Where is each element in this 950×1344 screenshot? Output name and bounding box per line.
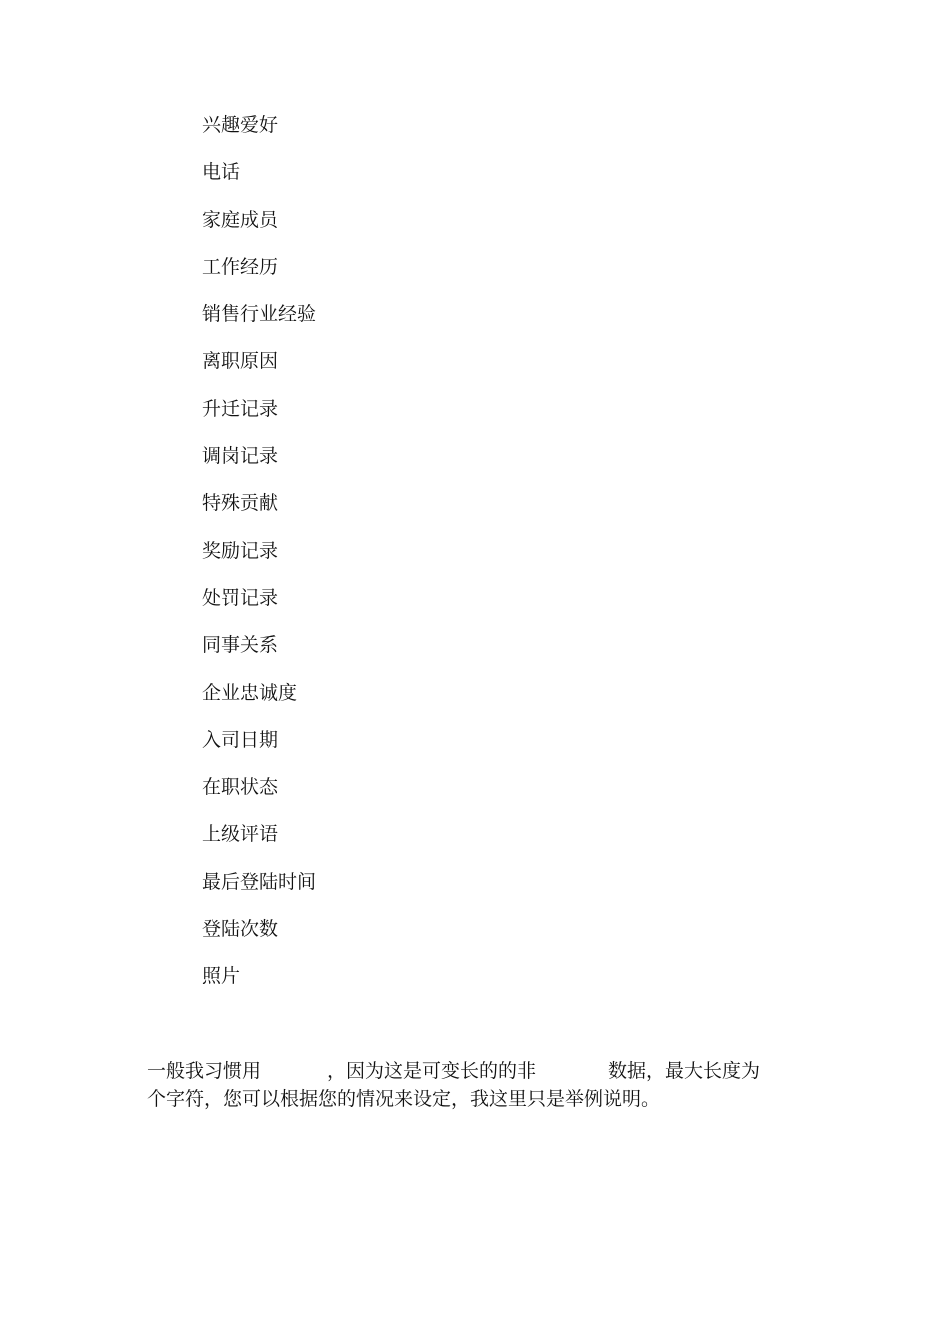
field-item-employment-status: 在职状态 xyxy=(202,776,279,799)
paragraph-line-2: 个字符，您可以根据您的情况来设定，我这里只是举例说明。 xyxy=(147,1088,661,1110)
field-item-resignation-reason: 离职原因 xyxy=(202,350,279,373)
paragraph-text-1a: 一般我习惯用 xyxy=(147,1060,262,1082)
field-item-award-record: 奖励记录 xyxy=(202,539,279,562)
field-item-join-date: 入司日期 xyxy=(202,728,279,751)
field-item-work-history: 工作经历 xyxy=(202,255,279,278)
paragraph-text-1c: 数据，最大长度为 xyxy=(608,1060,761,1082)
field-item-colleague-relations: 同事关系 xyxy=(202,634,279,657)
field-item-penalty-record: 处罚记录 xyxy=(202,586,279,609)
field-item-family-members: 家庭成员 xyxy=(202,208,279,231)
field-item-hobbies: 兴趣爱好 xyxy=(202,114,279,136)
field-item-last-login-time: 最后登陆时间 xyxy=(202,870,317,893)
paragraph-line-1 xyxy=(147,1057,807,1085)
field-item-special-contribution: 特殊贡献 xyxy=(202,492,279,515)
field-item-sales-experience: 销售行业经验 xyxy=(202,303,317,326)
field-item-login-count: 登陆次数 xyxy=(202,918,279,941)
field-item-transfer-record: 调岗记录 xyxy=(202,445,279,468)
field-item-photo: 照片 xyxy=(202,965,241,988)
field-list xyxy=(202,111,316,1010)
field-item-loyalty: 企业忠诚度 xyxy=(202,681,298,704)
explanation-paragraph xyxy=(147,1057,807,1113)
field-item-promotion-record: 升迁记录 xyxy=(202,397,279,420)
paragraph-text-1b: ，因为这是可变长的的非 xyxy=(327,1060,537,1082)
field-item-phone: 电话 xyxy=(202,161,241,184)
field-item-supervisor-comment: 上级评语 xyxy=(202,823,279,846)
